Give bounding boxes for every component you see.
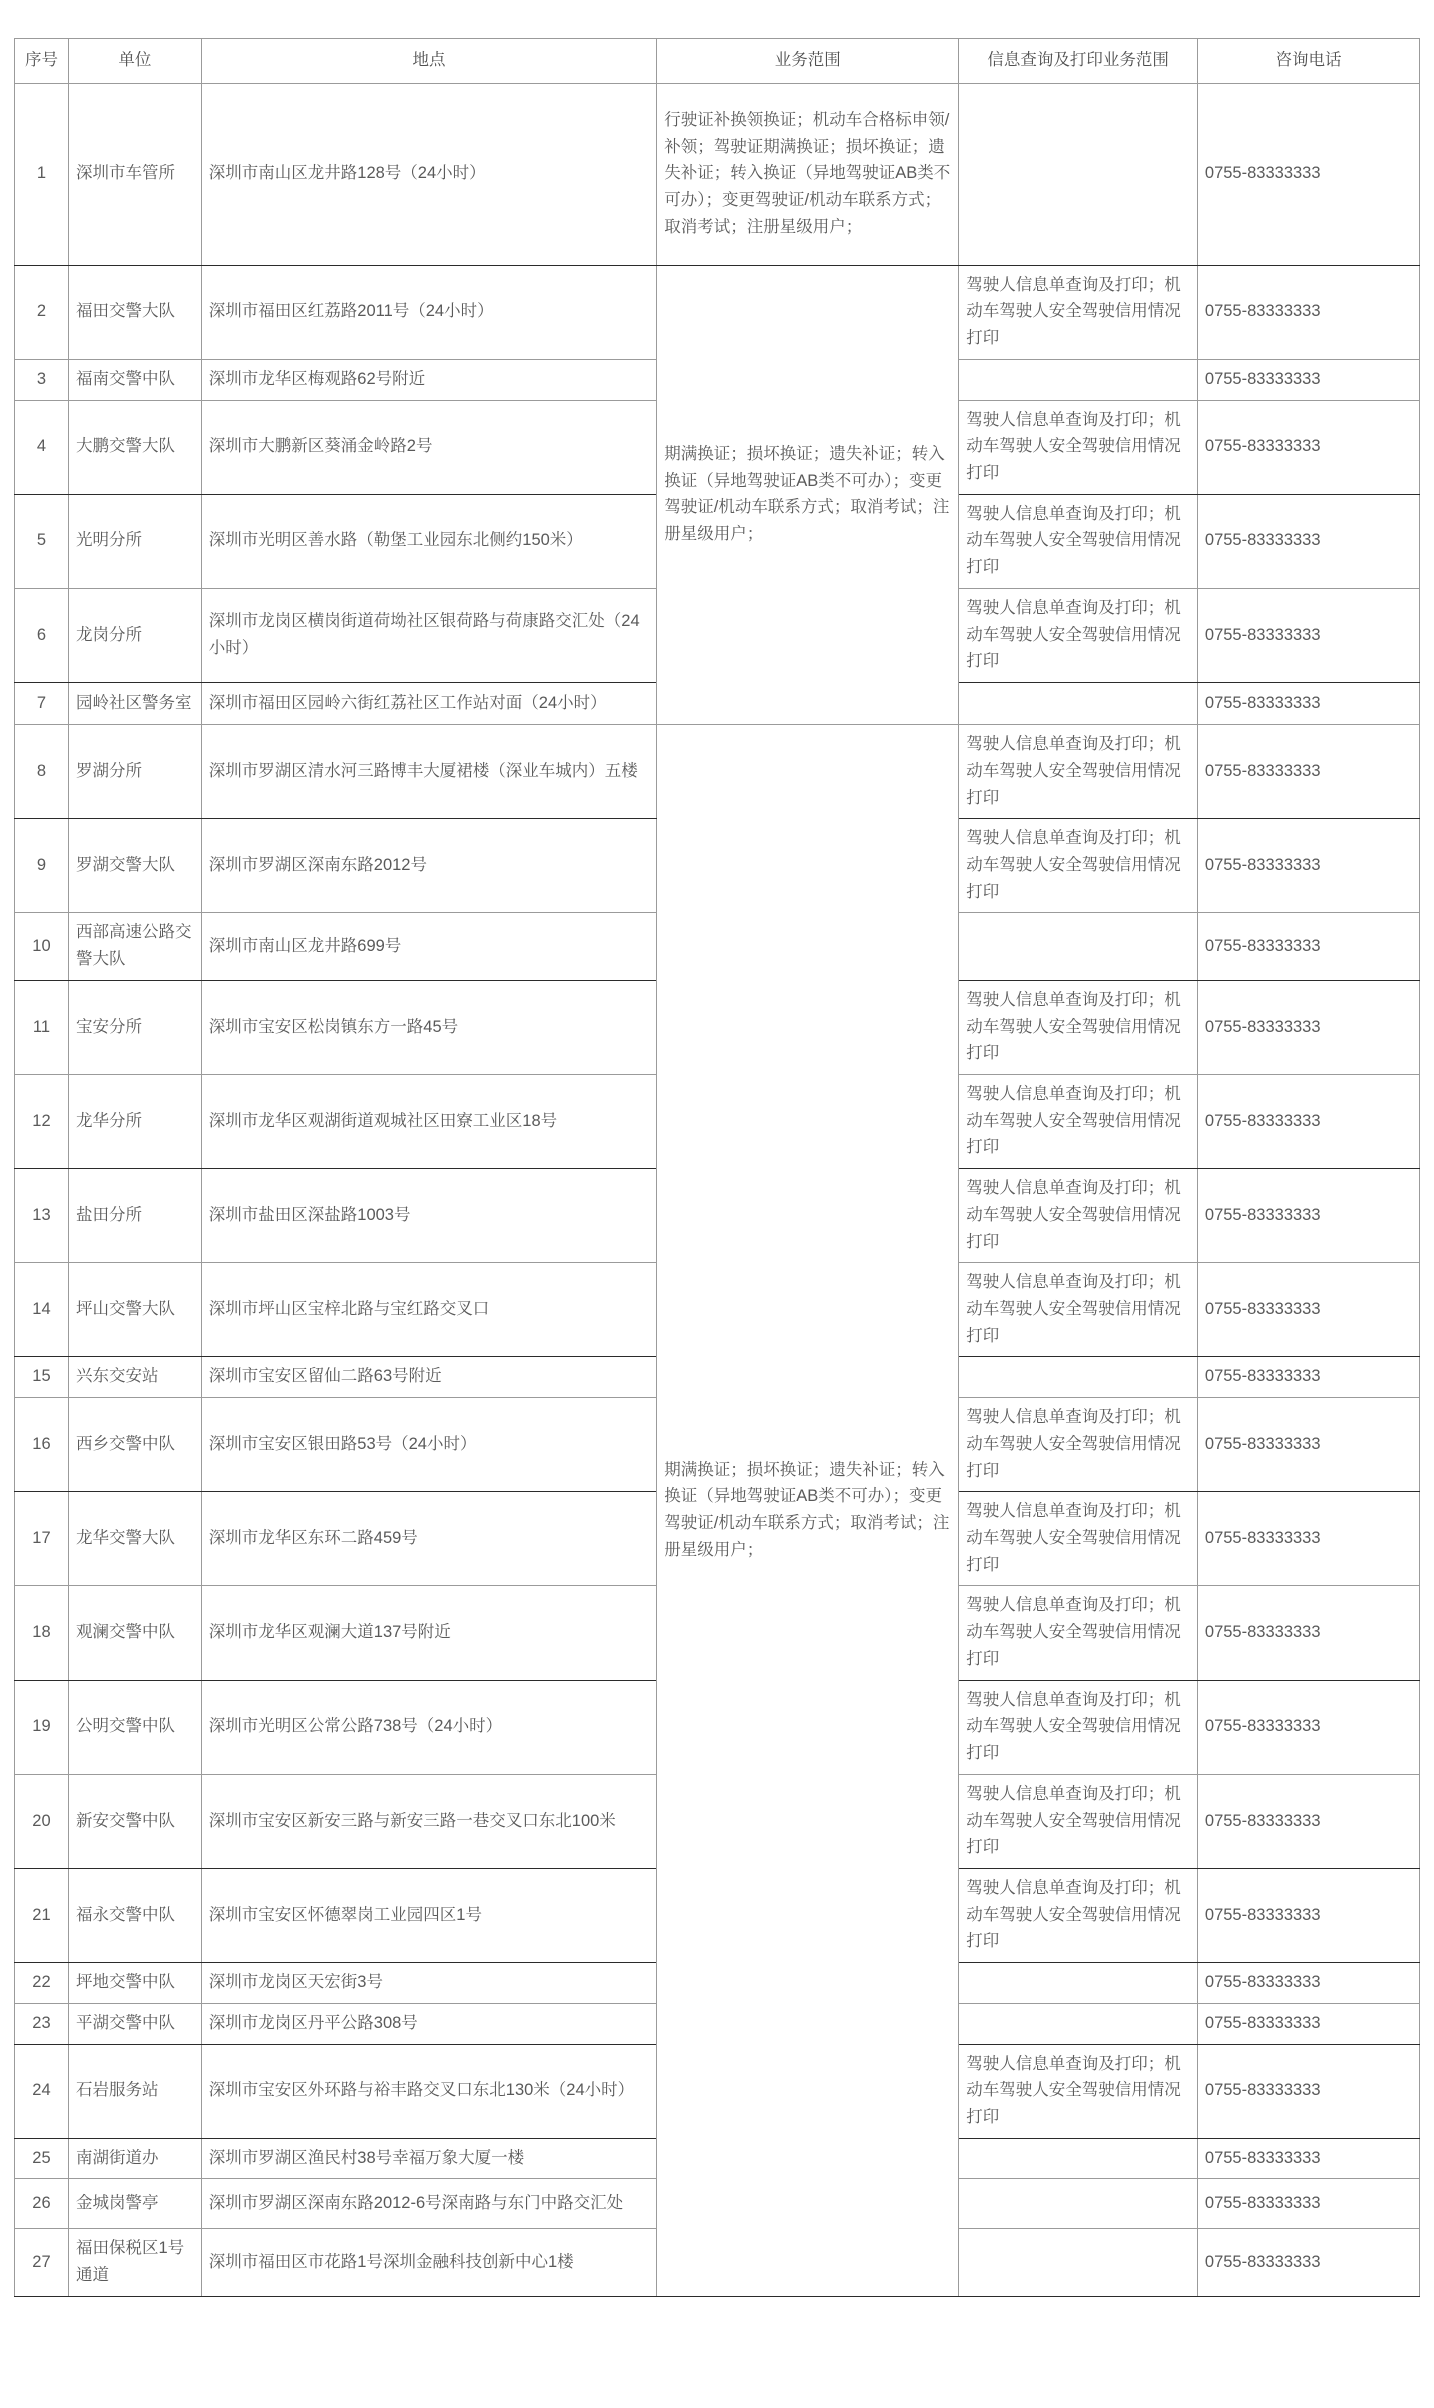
- cell-index: 2: [15, 265, 69, 359]
- cell-unit: 公明交警中队: [68, 1680, 201, 1774]
- cell-index: 8: [15, 725, 69, 819]
- cell-index: 14: [15, 1263, 69, 1357]
- cell-info-scope: 驾驶人信息单查询及打印；机动车驾驶人安全驾驶信用情况打印: [959, 2044, 1198, 2138]
- cell-unit: 深圳市车管所: [68, 83, 201, 265]
- cell-address: 深圳市光明区公常公路738号（24小时）: [201, 1680, 657, 1774]
- table-row: [15, 725, 1420, 819]
- cell-unit: 新安交警中队: [68, 1774, 201, 1868]
- cell-address: 深圳市福田区红荔路2011号（24小时）: [201, 265, 657, 359]
- cell-phone: 0755-83333333: [1197, 2229, 1419, 2296]
- cell-unit: 坪地交警中队: [68, 1963, 201, 2004]
- cell-info-scope: 驾驶人信息单查询及打印；机动车驾驶人安全驾驶信用情况打印: [959, 1074, 1198, 1168]
- service-locations-table: [14, 38, 1420, 2297]
- cell-phone: 0755-83333333: [1197, 2179, 1419, 2229]
- cell-index: 1: [15, 83, 69, 265]
- cell-info-scope: [959, 2179, 1198, 2229]
- cell-phone: 0755-83333333: [1197, 1398, 1419, 1492]
- cell-phone: 0755-83333333: [1197, 2003, 1419, 2044]
- cell-info-scope: 驾驶人信息单查询及打印；机动车驾驶人安全驾驶信用情况打印: [959, 1263, 1198, 1357]
- cell-phone: 0755-83333333: [1197, 359, 1419, 400]
- cell-index: 20: [15, 1774, 69, 1868]
- cell-index: 3: [15, 359, 69, 400]
- cell-address: 深圳市南山区龙井路128号（24小时）: [201, 83, 657, 265]
- cell-phone: 0755-83333333: [1197, 1586, 1419, 1680]
- cell-index: 21: [15, 1868, 69, 1962]
- cell-index: 24: [15, 2044, 69, 2138]
- cell-info-scope: 驾驶人信息单查询及打印；机动车驾驶人安全驾驶信用情况打印: [959, 1398, 1198, 1492]
- cell-info-scope: 驾驶人信息单查询及打印；机动车驾驶人安全驾驶信用情况打印: [959, 588, 1198, 682]
- cell-index: 7: [15, 683, 69, 725]
- cell-phone: 0755-83333333: [1197, 1074, 1419, 1168]
- cell-index: 4: [15, 400, 69, 494]
- cell-address: 深圳市宝安区新安三路与新安三路一巷交叉口东北100米: [201, 1774, 657, 1868]
- cell-address: 深圳市罗湖区深南东路2012号: [201, 819, 657, 913]
- cell-address: 深圳市龙华区东环二路459号: [201, 1492, 657, 1586]
- cell-address: 深圳市龙岗区天宏街3号: [201, 1963, 657, 2004]
- cell-unit: 兴东交安站: [68, 1357, 201, 1398]
- column-header-scope: 业务范围: [657, 39, 959, 84]
- cell-index: 18: [15, 1586, 69, 1680]
- cell-unit: 福田交警大队: [68, 265, 201, 359]
- cell-phone: 0755-83333333: [1197, 2138, 1419, 2179]
- cell-index: 23: [15, 2003, 69, 2044]
- cell-unit: 观澜交警中队: [68, 1586, 201, 1680]
- cell-phone: 0755-83333333: [1197, 1868, 1419, 1962]
- cell-info-scope: [959, 83, 1198, 265]
- cell-phone: 0755-83333333: [1197, 1169, 1419, 1263]
- column-header-address: 地点: [201, 39, 657, 84]
- cell-address: 深圳市宝安区留仙二路63号附近: [201, 1357, 657, 1398]
- cell-phone: 0755-83333333: [1197, 725, 1419, 819]
- cell-address: 深圳市龙华区观澜大道137号附近: [201, 1586, 657, 1680]
- cell-business-scope: 行驶证补换领换证；机动车合格标申领/补领；驾驶证期满换证；损坏换证；遗失补证；转入换证（异地驾驶证AB类不可办）；变更驾驶证/机动车联系方式；取消考试；注册星级用户；: [657, 83, 959, 265]
- cell-info-scope: 驾驶人信息单查询及打印；机动车驾驶人安全驾驶信用情况打印: [959, 725, 1198, 819]
- cell-info-scope: 驾驶人信息单查询及打印；机动车驾驶人安全驾驶信用情况打印: [959, 1492, 1198, 1586]
- column-header-unit: 单位: [68, 39, 201, 84]
- table-header: [15, 39, 1420, 84]
- cell-unit: 罗湖交警大队: [68, 819, 201, 913]
- cell-address: 深圳市福田区市花路1号深圳金融科技创新中心1楼: [201, 2229, 657, 2296]
- cell-info-scope: [959, 2138, 1198, 2179]
- cell-unit: 金城岗警亭: [68, 2179, 201, 2229]
- cell-address: 深圳市大鹏新区葵涌金岭路2号: [201, 400, 657, 494]
- cell-address: 深圳市宝安区怀德翠岗工业园四区1号: [201, 1868, 657, 1962]
- cell-address: 深圳市宝安区银田路53号（24小时）: [201, 1398, 657, 1492]
- cell-address: 深圳市罗湖区渔民村38号幸福万象大厦一楼: [201, 2138, 657, 2179]
- cell-phone: 0755-83333333: [1197, 819, 1419, 913]
- cell-index: 10: [15, 913, 69, 980]
- cell-info-scope: 驾驶人信息单查询及打印；机动车驾驶人安全驾驶信用情况打印: [959, 1586, 1198, 1680]
- cell-info-scope: [959, 1963, 1198, 2004]
- table-row: [15, 265, 1420, 359]
- cell-info-scope: [959, 683, 1198, 725]
- cell-info-scope: [959, 2003, 1198, 2044]
- cell-unit: 龙华交警大队: [68, 1492, 201, 1586]
- column-header-info-scope: 信息查询及打印业务范围: [959, 39, 1198, 84]
- cell-phone: 0755-83333333: [1197, 683, 1419, 725]
- cell-index: 26: [15, 2179, 69, 2229]
- cell-index: 15: [15, 1357, 69, 1398]
- cell-unit: 大鹏交警大队: [68, 400, 201, 494]
- cell-index: 25: [15, 2138, 69, 2179]
- cell-address: 深圳市龙岗区横岗街道荷坳社区银荷路与荷康路交汇处（24小时）: [201, 588, 657, 682]
- cell-phone: 0755-83333333: [1197, 588, 1419, 682]
- cell-phone: 0755-83333333: [1197, 1680, 1419, 1774]
- cell-unit: 龙华分所: [68, 1074, 201, 1168]
- cell-phone: 0755-83333333: [1197, 83, 1419, 265]
- cell-phone: 0755-83333333: [1197, 494, 1419, 588]
- cell-unit: 南湖街道办: [68, 2138, 201, 2179]
- cell-unit: 西部高速公路交警大队: [68, 913, 201, 980]
- cell-info-scope: 驾驶人信息单查询及打印；机动车驾驶人安全驾驶信用情况打印: [959, 1169, 1198, 1263]
- cell-unit: 坪山交警大队: [68, 1263, 201, 1357]
- cell-index: 22: [15, 1963, 69, 2004]
- cell-address: 深圳市龙岗区丹平公路308号: [201, 2003, 657, 2044]
- cell-index: 13: [15, 1169, 69, 1263]
- cell-info-scope: 驾驶人信息单查询及打印；机动车驾驶人安全驾驶信用情况打印: [959, 400, 1198, 494]
- cell-address: 深圳市龙华区观湖街道观城社区田寮工业区18号: [201, 1074, 657, 1168]
- cell-unit: 光明分所: [68, 494, 201, 588]
- cell-address: 深圳市南山区龙井路699号: [201, 913, 657, 980]
- cell-info-scope: [959, 913, 1198, 980]
- cell-unit: 福南交警中队: [68, 359, 201, 400]
- cell-phone: 0755-83333333: [1197, 1963, 1419, 2004]
- cell-index: 17: [15, 1492, 69, 1586]
- cell-info-scope: [959, 1357, 1198, 1398]
- cell-address: 深圳市宝安区外环路与裕丰路交叉口东北130米（24小时）: [201, 2044, 657, 2138]
- cell-phone: 0755-83333333: [1197, 1774, 1419, 1868]
- cell-phone: 0755-83333333: [1197, 400, 1419, 494]
- cell-unit: 罗湖分所: [68, 725, 201, 819]
- cell-unit: 龙岗分所: [68, 588, 201, 682]
- cell-info-scope: 驾驶人信息单查询及打印；机动车驾驶人安全驾驶信用情况打印: [959, 265, 1198, 359]
- cell-index: 9: [15, 819, 69, 913]
- table-row: [15, 83, 1420, 265]
- cell-address: 深圳市罗湖区清水河三路博丰大厦裙楼（深业车城内）五楼: [201, 725, 657, 819]
- cell-index: 12: [15, 1074, 69, 1168]
- cell-info-scope: 驾驶人信息单查询及打印；机动车驾驶人安全驾驶信用情况打印: [959, 819, 1198, 913]
- cell-phone: 0755-83333333: [1197, 265, 1419, 359]
- cell-phone: 0755-83333333: [1197, 980, 1419, 1074]
- cell-info-scope: 驾驶人信息单查询及打印；机动车驾驶人安全驾驶信用情况打印: [959, 1680, 1198, 1774]
- cell-info-scope: [959, 359, 1198, 400]
- cell-index: 6: [15, 588, 69, 682]
- cell-phone: 0755-83333333: [1197, 913, 1419, 980]
- cell-address: 深圳市罗湖区深南东路2012-6号深南路与东门中路交汇处: [201, 2179, 657, 2229]
- cell-phone: 0755-83333333: [1197, 1263, 1419, 1357]
- cell-business-scope: 期满换证；损坏换证；遗失补证；转入换证（异地驾驶证AB类不可办）；变更驾驶证/机动车联系方式；取消考试；注册星级用户；: [657, 265, 959, 724]
- cell-info-scope: [959, 2229, 1198, 2296]
- column-header-index: 序号: [15, 39, 69, 84]
- cell-address: 深圳市龙华区梅观路62号附近: [201, 359, 657, 400]
- cell-unit: 平湖交警中队: [68, 2003, 201, 2044]
- cell-unit: 福田保税区1号通道: [68, 2229, 201, 2296]
- cell-business-scope: 期满换证；损坏换证；遗失补证；转入换证（异地驾驶证AB类不可办）；变更驾驶证/机动车联系方式；取消考试；注册星级用户；: [657, 725, 959, 2297]
- cell-index: 19: [15, 1680, 69, 1774]
- cell-info-scope: 驾驶人信息单查询及打印；机动车驾驶人安全驾驶信用情况打印: [959, 1868, 1198, 1962]
- cell-unit: 福永交警中队: [68, 1868, 201, 1962]
- cell-phone: 0755-83333333: [1197, 2044, 1419, 2138]
- cell-address: 深圳市福田区园岭六街红荔社区工作站对面（24小时）: [201, 683, 657, 725]
- table-body: [15, 83, 1420, 2296]
- cell-index: 11: [15, 980, 69, 1074]
- cell-info-scope: 驾驶人信息单查询及打印；机动车驾驶人安全驾驶信用情况打印: [959, 980, 1198, 1074]
- cell-unit: 西乡交警中队: [68, 1398, 201, 1492]
- cell-address: 深圳市盐田区深盐路1003号: [201, 1169, 657, 1263]
- cell-unit: 石岩服务站: [68, 2044, 201, 2138]
- cell-address: 深圳市光明区善水路（勒堡工业园东北侧约150米）: [201, 494, 657, 588]
- cell-info-scope: 驾驶人信息单查询及打印；机动车驾驶人安全驾驶信用情况打印: [959, 1774, 1198, 1868]
- cell-address: 深圳市宝安区松岗镇东方一路45号: [201, 980, 657, 1074]
- cell-info-scope: 驾驶人信息单查询及打印；机动车驾驶人安全驾驶信用情况打印: [959, 494, 1198, 588]
- cell-address: 深圳市坪山区宝梓北路与宝红路交叉口: [201, 1263, 657, 1357]
- cell-unit: 盐田分所: [68, 1169, 201, 1263]
- cell-index: 16: [15, 1398, 69, 1492]
- cell-unit: 园岭社区警务室: [68, 683, 201, 725]
- cell-phone: 0755-83333333: [1197, 1492, 1419, 1586]
- cell-index: 5: [15, 494, 69, 588]
- cell-phone: 0755-83333333: [1197, 1357, 1419, 1398]
- cell-index: 27: [15, 2229, 69, 2296]
- column-header-phone: 咨询电话: [1197, 39, 1419, 84]
- cell-unit: 宝安分所: [68, 980, 201, 1074]
